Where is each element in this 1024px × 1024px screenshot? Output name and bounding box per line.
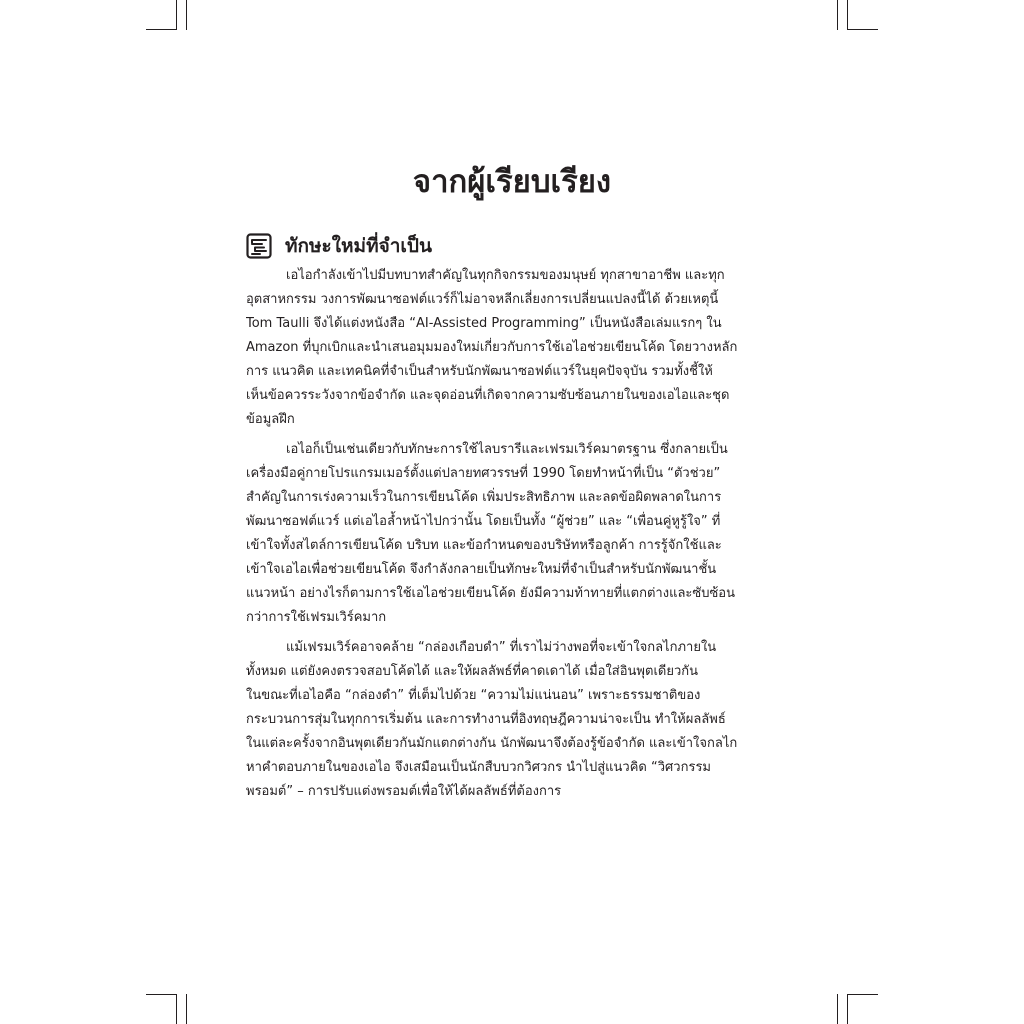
crop-mark [837,994,838,1024]
section-heading [246,230,786,262]
code-document-icon [246,233,272,259]
text-line: พรอมต์” – การปรับแต่งพรอมต์เพื่อให้ได้ผลลัพธ์ที่ต้องการ [246,784,562,799]
section-title: ทักษะใหม่ที่จำเป็น [285,235,432,257]
crop-mark [186,0,187,30]
crop-mark [146,29,176,30]
text-line: เห็นข้อควรระวังจากข้อจำกัด และจุดอ่อนที่เกิดจากความซับซ้อนภายในของเอไอและชุด [246,388,730,403]
text-line: กว่าการใช้เฟรมเวิร์คมาก [246,610,387,625]
text-line: สำคัญในการเร่งความเร็วในการเขียนโค้ด เพิ่มประสิทธิภาพ และลดข้อผิดพลาดในการ [246,490,722,505]
text-line: อุตสาหกรรม วงการพัฒนาซอฟต์แวร์ก็ไม่อาจหลีกเลี่ยงการเปลี่ยนแปลงนี้ได้ ด้วยเหตุนี้ [246,292,719,307]
crop-mark [847,0,848,30]
text-line: เข้าใจทั้งสไตล์การเขียนโค้ด บริบท และข้อกำหนดของบริษัทหรือลูกค้า การรู้จักใช้และ [246,538,722,553]
text-line: หาคำตอบภายในของเอไอ จึงเสมือนเป็นนักสืบบวกวิศวกร นำไปสู่แนวคิด “วิศวกรรม [246,760,711,775]
text-line: เข้าใจเอไอเพื่อช่วยเขียนโค้ด จึงกำลังกลายเป็นทักษะใหม่ที่จำเป็นสำหรับนักพัฒนาชั้น [246,562,717,577]
text-line: เอไอก็เป็นเช่นเดียวกับทักษะการใช้ไลบรารีและเฟรมเวิร์คมาตรฐาน ซึ่งกลายเป็น [286,442,728,457]
text-line: พัฒนาซอฟต์แวร์ แต่เอไอล้ำหน้าไปกว่านั้น โดยเป็นทั้ง “ผู้ช่วย” และ “เพื่อนคู่หูรู้ใจ” ที่ [246,514,721,529]
page-title: จากผู้เรียบเรียง [412,164,612,200]
crop-mark [848,994,878,995]
text-line: ทั้งหมด แต่ยังคงตรวจสอบโค้ดได้ และให้ผลลัพธ์ที่คาดเดาได้ เมื่อใส่อินพุตเดียวกัน [246,664,699,679]
paragraph [246,636,766,804]
crop-mark [176,994,177,1024]
crop-mark [186,994,187,1024]
text-line: Amazon ที่บุกเบิกและนำเสนอมุมมองใหม่เกี่ยวกับการใช้เอไอช่วยเขียนโค้ด โดยวางหลัก [246,340,738,355]
crop-mark [848,29,878,30]
crop-mark [837,0,838,30]
text-line: แนวหน้า อย่างไรก็ตามการใช้เอไอช่วยเขียนโค้ด ยังมีความท้าทายที่แตกต่างและซับซ้อน [246,586,736,601]
text-line: Tom Taulli จึงได้แต่งหนังสือ “AI-Assisted Programming” เป็นหนังสือเล่มแรกๆ ใน [246,316,722,331]
text-line: ในขณะที่เอไอคือ “กล่องดำ” ที่เต็มไปด้วย “ความไม่แน่นอน” เพราะธรรมชาติของ [246,688,701,703]
text-line: เครื่องมือคู่กายโปรแกรมเมอร์ตั้งแต่ปลายทศวรรษที่ 1990 โดยทำหน้าที่เป็น “ตัวช่วย” [246,466,721,481]
text-line: เอไอกำลังเข้าไปมีบทบาทสำคัญในทุกกิจกรรมของมนุษย์ ทุกสาขาอาชีพ และทุก [286,268,725,283]
text-line: กระบวนการสุ่มในทุกการเริ่มต้น และการทำงานที่อิงทฤษฎีความน่าจะเป็น ทำให้ผลลัพธ์ [246,712,726,727]
text-line: แม้เฟรมเวิร์คอาจคล้าย “กล่องเกือบดำ” ที่เราไม่ว่างพอที่จะเข้าใจกลไกภายใน [286,640,717,655]
paragraph [246,264,766,432]
paragraph [246,438,766,630]
crop-mark [146,994,176,995]
crop-mark [176,0,177,30]
text-line: ข้อมูลฝึก [246,412,295,427]
body-text [246,264,766,810]
text-line: ในแต่ละครั้งจากอินพุตเดียวกันมักแตกต่างกัน นักพัฒนาจึงต้องรู้ข้อจำกัด และเข้าใจกลไก [246,736,738,751]
crop-mark [847,994,848,1024]
text-line: การ แนวคิด และเทคนิคที่จำเป็นสำหรับนักพัฒนาซอฟต์แวร์ในยุคปัจจุบัน รวมทั้งชี้ให้ [246,364,713,379]
